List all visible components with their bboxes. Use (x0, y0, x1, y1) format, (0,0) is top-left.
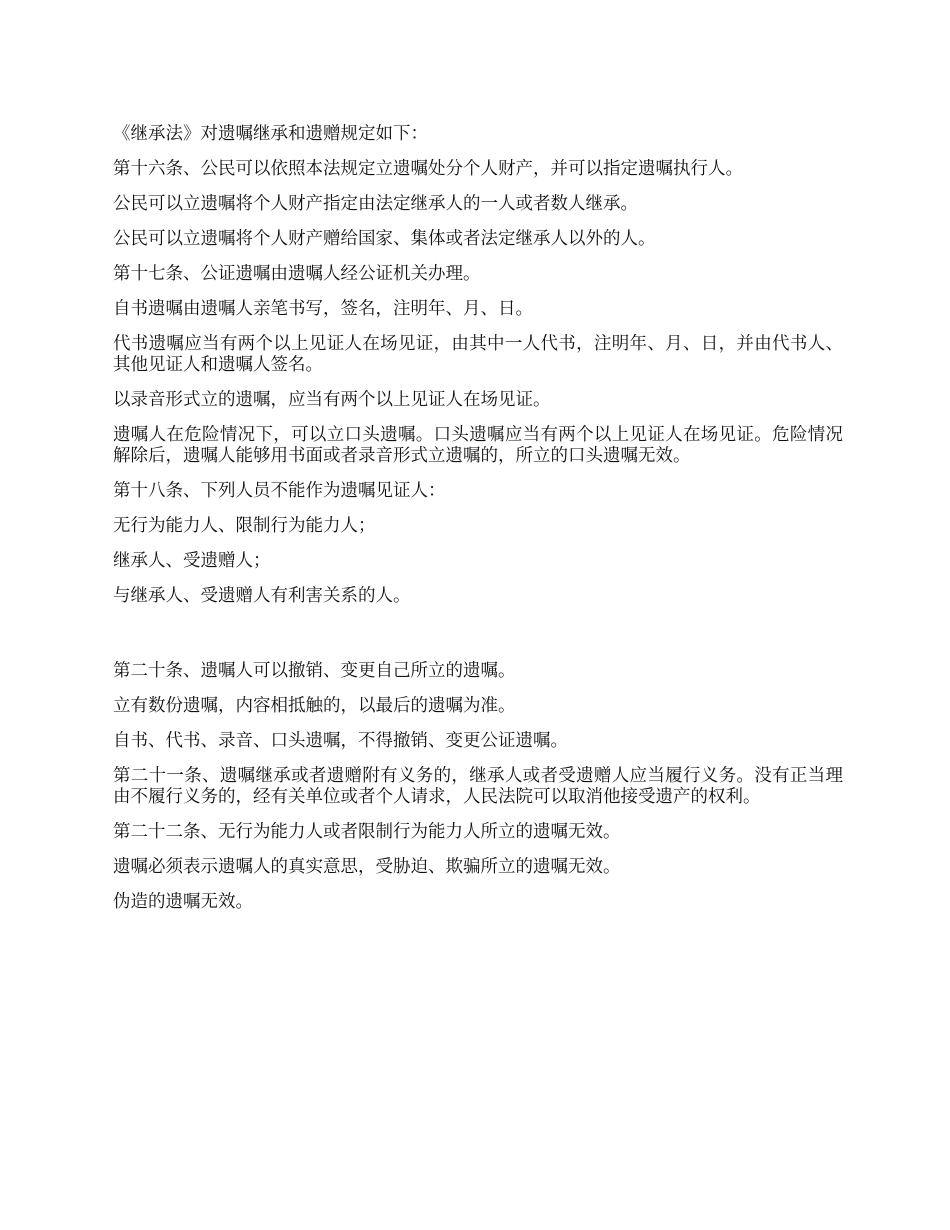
article-17-clause-5: 遗嘱人在危险情况下，可以立口头遗嘱。口头遗嘱应当有两个以上见证人在场见证。危险情况解除后，遗嘱人能够用书面或者录音形式立遗嘱的，所立的口头遗嘱无效。 (113, 425, 843, 466)
section-gap (113, 621, 843, 661)
article-17-clause-3: 代书遗嘱应当有两个以上见证人在场见证，由其中一人代书，注明年、月、日，并由代书人、其他见证人和遗嘱人签名。 (113, 334, 843, 375)
article-22-clause-2: 遗嘱必须表示遗嘱人的真实意思，受胁迫、欺骗所立的遗嘱无效。 (113, 857, 621, 877)
article-17-clause-2: 自书遗嘱由遗嘱人亲笔书写，签名，注明年、月、日。 (113, 299, 533, 319)
article-17-clause-4: 以录音形式立的遗嘱，应当有两个以上见证人在场见证。 (113, 390, 551, 410)
section-articles-20-22 (113, 661, 843, 913)
article-20-clause-3: 自书、代书、录音、口头遗嘱，不得撤销、变更公证遗嘱。 (113, 731, 568, 751)
section-articles-16-18 (113, 124, 843, 607)
article-18-paragraph: 第十八条、下列人员不能作为遗嘱见证人： (113, 481, 446, 501)
article-16-paragraph: 第十六条、公民可以依照本法规定立遗嘱处分个人财产，并可以指定遗嘱执行人。 (113, 159, 743, 179)
article-20-paragraph: 第二十条、遗嘱人可以撤销、变更自己所立的遗嘱。 (113, 661, 516, 681)
article-18-item-1: 无行为能力人、限制行为能力人； (113, 516, 376, 536)
article-16-clause-2: 公民可以立遗嘱将个人财产指定由法定继承人的一人或者数人继承。 (113, 194, 638, 214)
article-22-paragraph: 第二十二条、无行为能力人或者限制行为能力人所立的遗嘱无效。 (113, 822, 621, 842)
article-16-clause-3: 公民可以立遗嘱将个人财产赠给国家、集体或者法定继承人以外的人。 (113, 229, 656, 249)
intro-paragraph: 《继承法》对遗嘱继承和遗赠规定如下： (113, 124, 428, 144)
article-17-paragraph: 第十七条、公证遗嘱由遗嘱人经公证机关办理。 (113, 264, 481, 284)
article-20-clause-2: 立有数份遗嘱，内容相抵触的，以最后的遗嘱为准。 (113, 696, 516, 716)
article-18-item-2: 继承人、受遗赠人； (113, 551, 271, 571)
document-page (113, 124, 843, 927)
article-18-item-3: 与继承人、受遗赠人有利害关系的人。 (113, 586, 411, 606)
article-21-paragraph: 第二十一条、遗嘱继承或者遗赠附有义务的，继承人或者受遗赠人应当履行义务。没有正当理由不履行义务的，经有关单位或者个人请求，人民法院可以取消他接受遗产的权利。 (113, 766, 843, 807)
article-22-clause-3: 伪造的遗嘱无效。 (113, 892, 253, 912)
